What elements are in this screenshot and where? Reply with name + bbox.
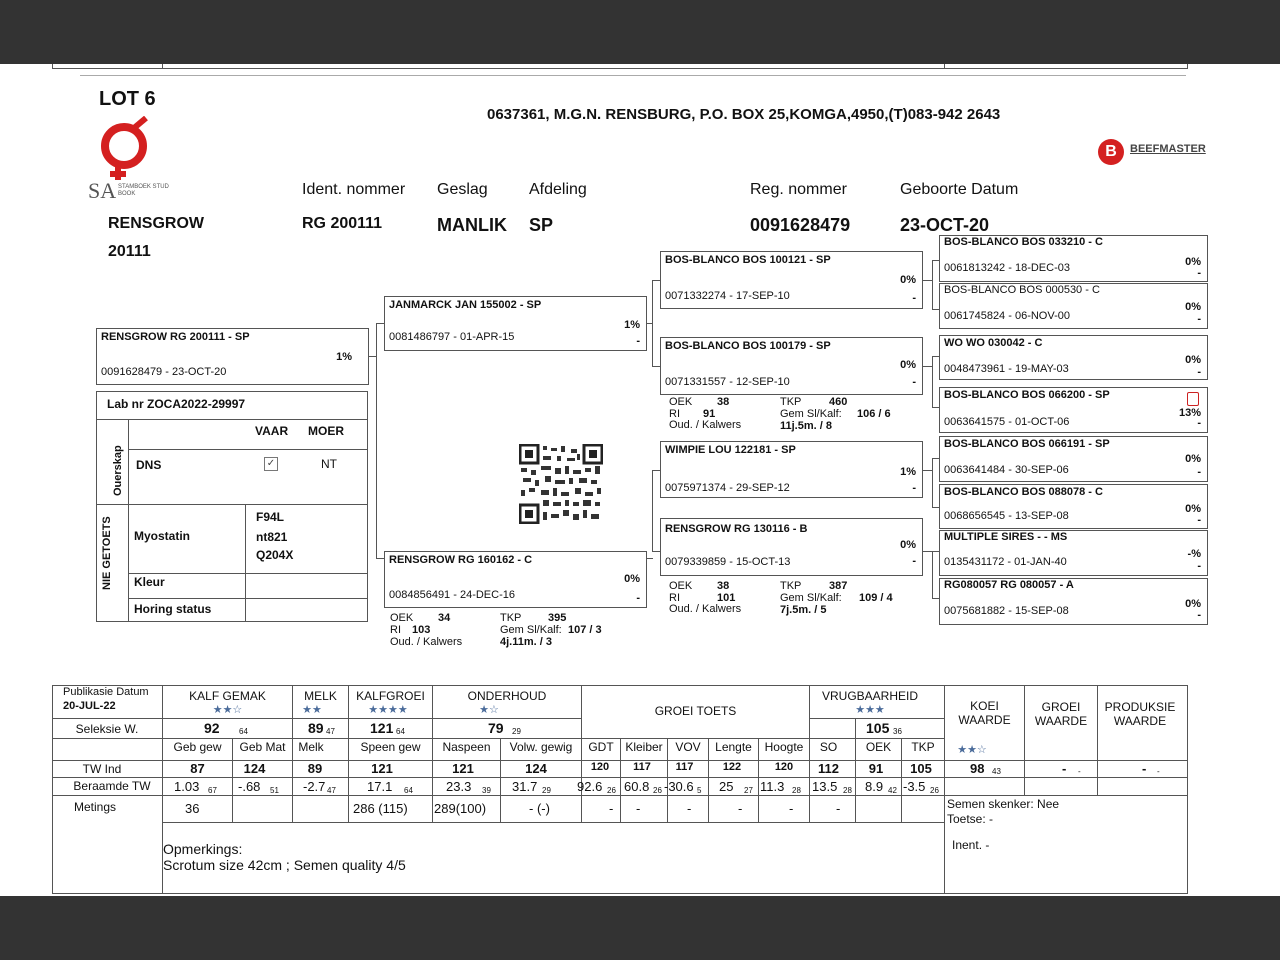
- top-band: [0, 0, 1280, 64]
- geslag-value: MANLIK: [437, 215, 507, 235]
- myo-value: F94L: [256, 510, 285, 524]
- ggp-box: BOS-BLANCO BOS 066191 - SP 0% 0063641484 - 30-SEP-06 -: [939, 436, 1208, 482]
- ggp-box: WO WO 030042 - C 0% 0048473961 - 19-MAY-03 -: [939, 335, 1208, 380]
- col-header: Lengte: [715, 740, 752, 754]
- gp-stats: OEK 38 TKP 460 RI 91 Gem Sl/Kalf: 106 / 6 Oud. / Kalwers 11j.5m. / 8: [669, 396, 891, 432]
- gp-box: WIMPIE LOU 122181 - SP 1% 0075971374 - 29-SEP-12 -: [660, 441, 923, 498]
- lot-number: LOT 6: [99, 88, 156, 110]
- prev-page-border: [52, 68, 1188, 69]
- ggp-box: BOS-BLANCO BOS 088078 - C 0% 0068656545 - 13-SEP-08 -: [939, 484, 1208, 529]
- pub-date-label: Publikasie Datum: [63, 686, 149, 698]
- myo-value: nt821: [256, 530, 288, 544]
- owner-details: 0637361, M.G.N. RENSBURG, P.O. BOX 25,KOMGA,4950,(T)083-942 2643: [487, 106, 1001, 123]
- myo-value: Q204X: [256, 548, 294, 562]
- col-header: GDT: [588, 740, 614, 754]
- beefmaster-logo: B BEEFMASTER: [1096, 137, 1216, 167]
- col-header: Speen gew: [360, 740, 421, 754]
- grp-kalfgroei: KALFGROEI: [356, 689, 425, 703]
- gp-box: BOS-BLANCO BOS 100121 - SP 0% 0071332274 - 17-SEP-10 -: [660, 251, 923, 309]
- btw-label: Beraamde TW: [73, 779, 151, 793]
- afdeling-value: SP: [529, 215, 554, 235]
- ggp-box: BOS-BLANCO BOS 000530 - C 0% 0061745824 - 06-NOV-00 -: [939, 283, 1208, 329]
- metings-label: Metings: [73, 800, 117, 814]
- star-rating-icon: ★★☆: [957, 744, 987, 756]
- grp-groeitoets: GROEI TOETS: [654, 704, 737, 718]
- star-rating-icon: ★☆: [479, 704, 499, 716]
- grp-melk: MELK: [304, 689, 337, 703]
- col-header: Geb gew: [173, 740, 222, 754]
- sa-studbook-logo: SA STAMBOEK STUD BOOK: [88, 116, 178, 204]
- vaar-header: VAAR: [255, 424, 289, 438]
- col-header: Melk: [298, 740, 324, 754]
- nie-getoets-label: NIE GETOETS: [101, 516, 113, 590]
- grp-kalf: KALF GEMAK: [189, 689, 266, 703]
- star-rating-icon: ★★★★: [368, 704, 408, 716]
- kleur-label: Kleur: [134, 575, 165, 589]
- hdr-afdeling: Afdeling: [529, 181, 587, 198]
- ggp-box: BOS-BLANCO BOS 033210 - C 0% 0061813242 - 18-DEC-03 -: [939, 235, 1208, 282]
- ggp-box: RG080057 RG 080057 - A 0% 0075681882 - 15-SEP-08 -: [939, 578, 1208, 625]
- seleksie-label: Seleksie W.: [75, 722, 139, 736]
- star-rating-icon: ★★★: [855, 704, 885, 716]
- gp-box: BOS-BLANCO BOS 100179 - SP 0% 0071331557 - 12-SEP-10 -: [660, 337, 923, 395]
- ggp-box: MULTIPLE SIRES - - MS -% 0135431172 - 01-JAN-40 -: [939, 530, 1208, 576]
- col-header: Geb Mat: [239, 740, 286, 754]
- ident-number: RG 200111: [302, 215, 383, 232]
- star-rating-icon: ★★☆: [212, 704, 243, 716]
- remarks-label: Opmerkings:: [163, 841, 243, 857]
- hdr-reg: Reg. nommer: [750, 181, 847, 198]
- grp-groei: GROEI WAARDE: [1034, 700, 1088, 728]
- horing-label: Horing status: [134, 602, 212, 616]
- lab-number: Lab nr ZOCA2022-29997: [107, 397, 246, 411]
- col-header: Kleiber: [625, 740, 663, 754]
- grp-koei: KOEI WAARDE: [958, 699, 1011, 727]
- qr-code: [519, 444, 603, 524]
- animal-box: RENSGROW RG 200111 - SP 1% 0091628479 - 23-OCT-20: [96, 328, 369, 385]
- reg-value: 0091628479: [750, 215, 851, 235]
- hdr-ident: Ident. nommer: [302, 181, 406, 198]
- remarks-text: Scrotum size 42cm ; Semen quality 4/5: [163, 857, 406, 873]
- col-header: Naspeen: [442, 740, 491, 754]
- col-header: VOV: [675, 740, 701, 754]
- col-header: SO: [819, 740, 838, 754]
- ouerskap-label: Ouerskap: [112, 445, 124, 496]
- semen-donor: Semen skenker: Nee: [947, 797, 1060, 811]
- gp-stats: OEK 38 TKP 387 RI 101 Gem Sl/Kalf: 109 / 4 Oud. / Kalwers 7j.5m. / 5: [669, 580, 893, 616]
- birth-value: 23-OCT-20: [900, 215, 990, 235]
- col-header: OEK: [865, 740, 892, 754]
- dam-stats: OEK 34 TKP 395 RI 103 Gem Sl/Kalf: 107 / 3 Oud. / Kalwers 4j.11m. / 3: [390, 612, 602, 648]
- dam-box: RENSGROW RG 160162 - C 0% 0084856491 - 24-DEC-16 -: [384, 551, 647, 608]
- col-header: TKP: [911, 740, 935, 754]
- star-rating-icon: ★★: [302, 704, 322, 716]
- animal-name: RENSGROW: [108, 215, 204, 232]
- hdr-birth: Geboorte Datum: [900, 181, 1019, 198]
- pub-date: 20-JUL-22: [63, 700, 116, 712]
- sire-box: JANMARCK JAN 155002 - SP 1% 0081486797 - 01-APR-15 -: [384, 296, 647, 351]
- gp-box: RENSGROW RG 130116 - B 0% 0079339859 - 15-OCT-13 -: [660, 518, 923, 576]
- hdr-geslag: Geslag: [437, 181, 488, 198]
- grp-onderhoud: ONDERHOUD: [467, 689, 547, 703]
- grp-vrug: VRUGBAARHEID: [821, 689, 919, 703]
- tests: Toetse: -: [947, 812, 994, 826]
- tw-label: TW Ind: [82, 762, 122, 776]
- myostatin-label: Myostatin: [134, 529, 191, 543]
- flag-icon: [1187, 392, 1199, 406]
- grp-produksie: PRODUKSIE WAARDE: [1104, 700, 1176, 728]
- bottom-band: [0, 896, 1280, 960]
- inoculations: Inent. -: [952, 838, 990, 852]
- dns-moer-value: NT: [321, 457, 337, 471]
- moer-header: MOER: [308, 424, 344, 438]
- animal-id: 20111: [108, 243, 151, 260]
- dns-label: DNS: [136, 458, 162, 472]
- ggp-box: BOS-BLANCO BOS 066200 - SP 13% 0063641575 - 01-OCT-06 -: [939, 387, 1208, 433]
- checkbox-icon: ✓: [264, 457, 278, 471]
- col-header: Hoogte: [764, 740, 804, 754]
- col-header: Volw. gewig: [509, 740, 573, 754]
